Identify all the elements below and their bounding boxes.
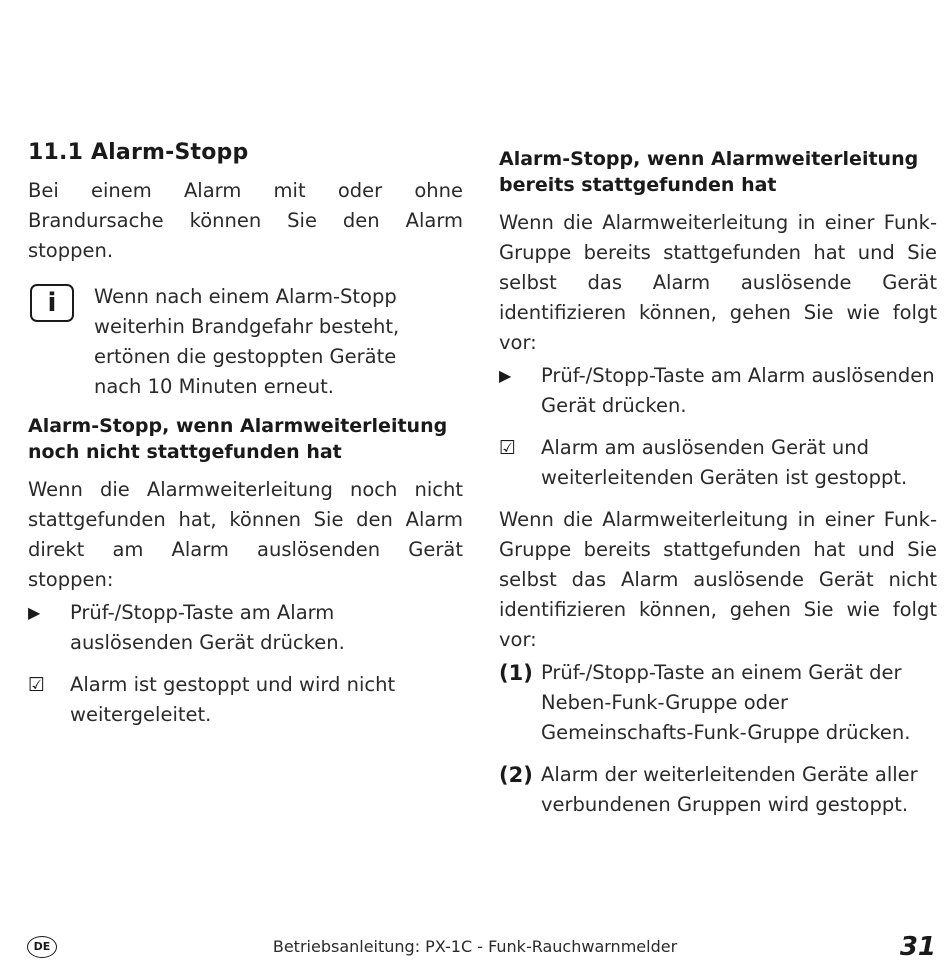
- step-text: Prüf-/Stopp-Taste an einem Gerät der Neben-Funk-Gruppe oder Gemeinschafts-Funk-Gruppe drücken.: [541, 661, 911, 744]
- info-icon: i: [30, 284, 74, 322]
- result-step-text: Alarm am auslösenden Gerät und weiterleitenden Geräten ist gestoppt.: [541, 436, 908, 489]
- page-footer: [0, 934, 950, 964]
- subheading-not-forwarded: Alarm-Stopp, wenn Alarmweiterleitung noch nicht stattgefunden hat: [28, 415, 448, 463]
- arrow-bullet-icon: ▶: [28, 603, 41, 622]
- action-step: [499, 361, 937, 421]
- page-number: 31: [899, 932, 936, 962]
- numbered-step: [499, 658, 937, 748]
- result-step-text: Alarm ist gestoppt und wird nicht weitergeleitet.: [70, 673, 396, 726]
- language-badge: DE: [27, 936, 57, 958]
- action-step-text: Prüf-/Stopp-Taste am Alarm auslösenden Gerät drücken.: [70, 601, 345, 654]
- left-column: [28, 140, 463, 742]
- info-note: [28, 282, 463, 402]
- section-heading: 11.1 Alarm-Stopp: [28, 140, 249, 165]
- right-column: [499, 140, 937, 832]
- action-step: [28, 598, 463, 658]
- footer-title: Betriebsanleitung: PX-1C - Funk-Rauchwarnmelder: [272, 937, 678, 956]
- numbered-step: [499, 760, 937, 820]
- info-text: Wenn nach einem Alarm-Stopp weiterhin Brandgefahr besteht, ertönen die gestoppten Geräte nach 10 Minuten erneut.: [94, 285, 400, 398]
- body-forwarded-not-identified: Wenn die Alarmweiterleitung in einer Funk-Gruppe bereits stattgefunden hat und Sie selbst das Alarm auslösende Gerät nicht identifizieren können, gehen Sie wie folgt vor:: [499, 508, 937, 651]
- result-step: [499, 433, 937, 493]
- step-text: Alarm der weiterleitenden Geräte aller verbundenen Gruppen wird gestoppt.: [541, 763, 918, 816]
- action-step-text: Prüf-/Stopp-Taste am Alarm auslösenden Gerät drücken.: [541, 364, 935, 417]
- arrow-bullet-icon: ▶: [499, 366, 512, 385]
- checkbox-icon: ☑: [499, 437, 517, 459]
- result-step: [28, 670, 463, 730]
- subheading-forwarded: Alarm-Stopp, wenn Alarmweiterleitung bereits stattgefunden hat: [499, 148, 919, 196]
- body-forwarded-identified: Wenn die Alarmweiterleitung in einer Funk-Gruppe bereits stattgefunden hat und Sie selbst das Alarm auslösende Gerät identifizieren können, gehen Sie wie folgt vor:: [499, 211, 937, 354]
- intro-text: Bei einem Alarm mit oder ohne Brandursache können Sie den Alarm stoppen.: [28, 179, 463, 262]
- step-number: (1): [499, 661, 533, 685]
- step-number: (2): [499, 763, 533, 787]
- checkbox-icon: ☑: [28, 674, 46, 696]
- body-not-forwarded: Wenn die Alarmweiterleitung noch nicht stattgefunden hat, können Sie den Alarm direkt am Alarm auslösenden Gerät stoppen:: [28, 478, 463, 591]
